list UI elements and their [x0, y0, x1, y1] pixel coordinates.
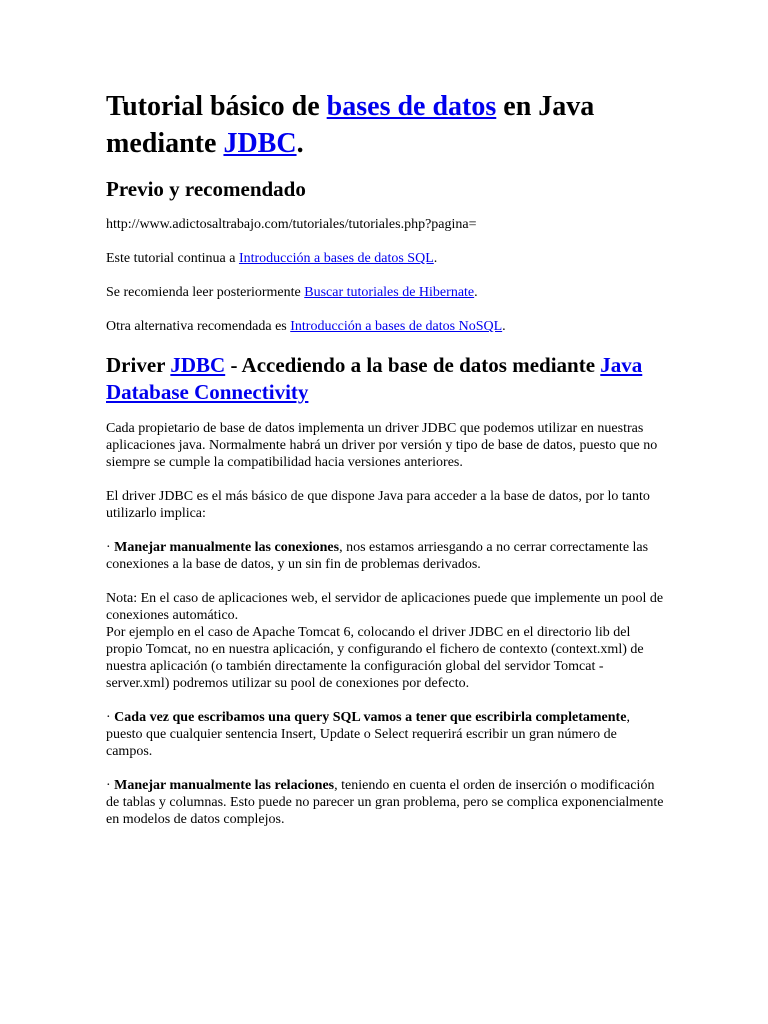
- driver-heading-text-1: Driver: [106, 353, 171, 377]
- recommend-line-1-text: Este tutorial continua a: [106, 251, 239, 266]
- bullet-relaciones-bold: Manejar manualmente las relaciones: [114, 778, 335, 793]
- recommend-line-3: [106, 318, 666, 335]
- bullet-query-sql-bold: Cada vez que escribamos una query SQL vamos a tener que escribirla completamente: [114, 710, 627, 725]
- recommend-line-2: [106, 284, 666, 301]
- bullet-marker: ·: [106, 540, 115, 555]
- recommend-line-1-suffix: .: [433, 251, 438, 266]
- recommend-line-2-suffix: .: [474, 285, 478, 300]
- bullet-relaciones-text: , teniendo en cuenta el orden de inserción o modificación de tablas y columnas. Esto puede no parecer un gran problema, pero se complica exponencialmente en modelos de datos complejos.: [106, 778, 664, 827]
- document-content: [106, 88, 666, 845]
- link-jdbc-title[interactable]: JDBC: [223, 128, 297, 159]
- section-heading-previo: Previo y recomendado: [106, 177, 306, 201]
- link-bases-de-datos[interactable]: bases de datos: [326, 91, 497, 122]
- section-heading-driver: [106, 352, 666, 406]
- title-text-2: en Java mediante: [106, 91, 595, 159]
- bullet-query-sql: [106, 709, 666, 760]
- paragraph-driver-basico: El driver JDBC es el más básico de que dispone Java para acceder a la base de datos, por lo tanto utilizarlo implica:: [106, 489, 650, 521]
- bullet-marker: ·: [106, 710, 115, 725]
- reference-url: http://www.adictosaltrabajo.com/tutoriales/tutoriales.php?pagina=: [106, 217, 477, 232]
- driver-heading-text-2: - Accediendo a la base de datos mediante: [225, 353, 601, 377]
- bullet-marker: ·: [106, 778, 115, 793]
- paragraph-tomcat-example: Por ejemplo en el caso de Apache Tomcat 6, colocando el driver JDBC en el directorio lib del propio Tomcat, no en nuestra aplicación, y configurando el fichero de contexto (context.xml) de nuestra aplicación (o también directamente la configuración global del servidor Tomcat - server.xml) podremos utilizar su pool de conexiones por defecto.: [106, 625, 644, 691]
- link-intro-nosql[interactable]: Introducción a bases de datos NoSQL: [290, 319, 503, 334]
- bullet-conexiones: [106, 539, 666, 573]
- page-title: [106, 88, 666, 162]
- link-intro-sql[interactable]: Introducción a bases de datos SQL: [238, 251, 434, 266]
- bullet-conexiones-text: , nos estamos arriesgando a no cerrar correctamente las conexiones a la base de datos, y un sin fin de problemas derivados.: [106, 540, 649, 572]
- recommend-line-1: [106, 250, 666, 267]
- recommend-line-3-suffix: .: [502, 319, 506, 334]
- title-text-3: .: [296, 128, 304, 159]
- link-java-database-connectivity[interactable]: Java Database Connectivity: [106, 353, 643, 404]
- link-hibernate[interactable]: Buscar tutoriales de Hibernate: [304, 285, 475, 300]
- bullet-relaciones: [106, 777, 666, 828]
- title-text-1: Tutorial básico de: [106, 91, 327, 122]
- bullet-query-sql-text: , puesto que cualquier sentencia Insert, Update o Select requerirá escribir un gran número de campos.: [106, 710, 630, 759]
- link-jdbc-heading[interactable]: JDBC: [170, 353, 226, 377]
- paragraph-nota: Nota: En el caso de aplicaciones web, el servidor de aplicaciones puede que implemente un pool de conexiones automático.: [106, 591, 664, 623]
- recommend-line-3-text: Otra alternativa recomendada es: [106, 319, 291, 334]
- paragraph-propietario: Cada propietario de base de datos implementa un driver JDBC que podemos utilizar en nuestras aplicaciones java. Normalmente habrá un driver por versión y tipo de base de datos, puesto que no siempre se cumple la compatibilidad hacia versiones anteriores.: [106, 421, 658, 470]
- recommend-line-2-text: Se recomienda leer posteriormente: [106, 285, 305, 300]
- bullet-conexiones-bold: Manejar manualmente las conexiones: [114, 540, 340, 555]
